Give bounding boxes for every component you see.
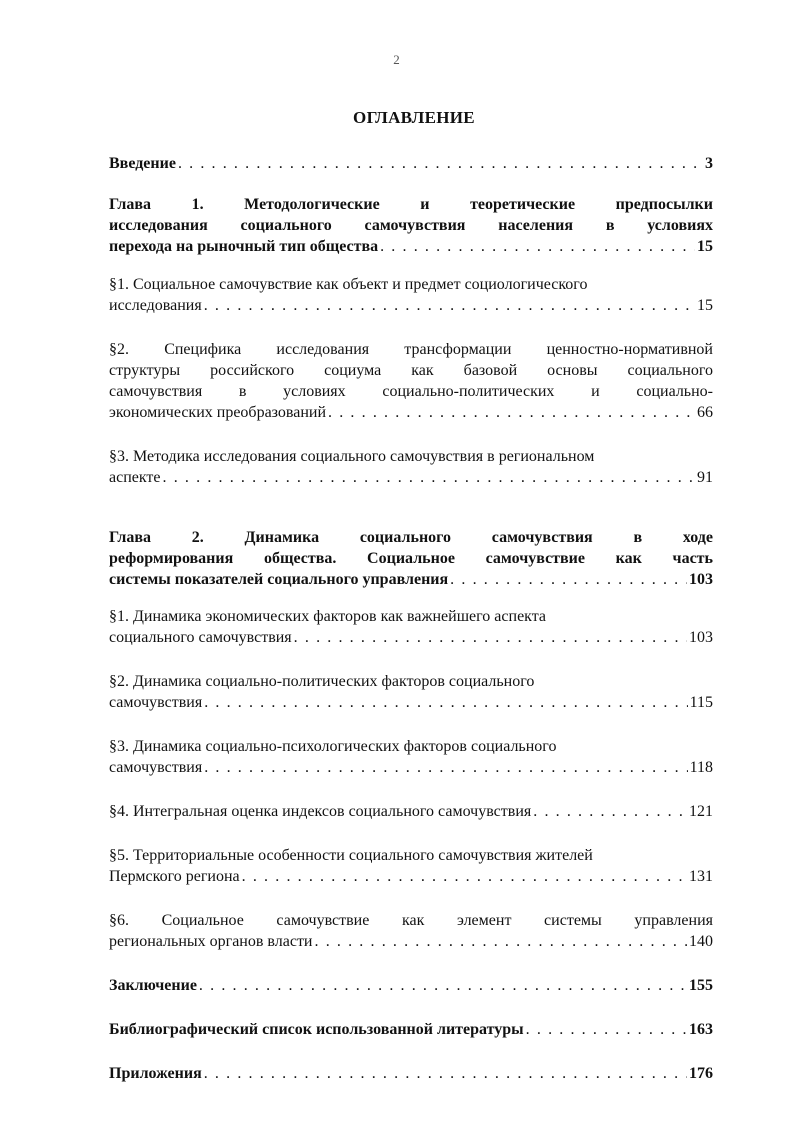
- dot-leader: [199, 975, 687, 996]
- entry-page: 121: [689, 803, 713, 820]
- entry-text: Пермского региона: [109, 868, 240, 885]
- entry-page: 140: [689, 933, 713, 950]
- dot-leader: [178, 153, 703, 174]
- toc-entry-chapter-2[interactable]: [109, 527, 713, 590]
- entry-text: перехода на рыночный тип общества: [109, 238, 379, 255]
- entry-page: 176: [689, 1065, 713, 1082]
- entry-page: 103: [689, 629, 713, 646]
- entry-line: §1. Динамика экономических факторов как важнейшего аспекта: [109, 608, 547, 625]
- entry-text: системы показателей социального управления: [109, 571, 449, 588]
- entry-line: §2. Специфика исследования трансформации ценностно-нормативной: [109, 341, 713, 358]
- entry-text: Введение: [109, 155, 176, 172]
- entry-page: 131: [689, 868, 713, 885]
- toc-entry-ch1-section-2[interactable]: [109, 339, 713, 423]
- entry-line: Глава 2. Динамика социального самочувствия в ходе: [109, 529, 713, 546]
- dot-leader: [204, 757, 687, 778]
- entry-page: 15: [697, 297, 713, 314]
- entry-line: §3. Динамика социально-психологических факторов социального: [109, 738, 557, 755]
- toc-entry-ch2-section-6[interactable]: [109, 910, 713, 952]
- toc-entry-ch1-section-3[interactable]: [109, 446, 713, 488]
- entry-page: 91: [697, 469, 713, 486]
- dot-leader: [450, 569, 687, 590]
- toc-entry-ch2-section-4[interactable]: [109, 801, 713, 822]
- entry-line: самочувствия в условиях социально-политических и социально-: [109, 383, 713, 400]
- entry-page: 103: [689, 571, 713, 588]
- dot-leader: [526, 1019, 687, 1040]
- entry-text: экономических преобразований: [109, 404, 327, 421]
- entry-line: §3. Методика исследования социального самочувствия в региональном: [109, 448, 595, 465]
- entry-line: исследования социального самочувствия населения в условиях: [109, 217, 713, 234]
- dot-leader: [315, 931, 688, 952]
- dot-leader: [533, 801, 687, 822]
- entry-page: 155: [689, 977, 713, 994]
- page-number: 2: [393, 52, 400, 67]
- toc-entry-intro[interactable]: [109, 153, 713, 174]
- toc-entry-chapter-1[interactable]: [109, 194, 713, 257]
- entry-page: 15: [697, 238, 713, 255]
- entry-line: §2. Динамика социально-политических факторов социального: [109, 673, 535, 690]
- entry-text: социального самочувствия: [109, 629, 292, 646]
- entry-line: §5. Территориальные особенности социального самочувствия жителей: [109, 847, 593, 864]
- entry-text: §4. Интегральная оценка индексов социального самочувствия: [109, 803, 532, 820]
- entry-page: 66: [697, 404, 713, 421]
- dot-leader: [204, 295, 695, 316]
- dot-leader: [204, 1063, 687, 1084]
- entry-line: реформирования общества. Социальное самочувствие как часть: [109, 550, 713, 567]
- entry-text: Библиографический список использованной литературы: [109, 1021, 524, 1038]
- entry-text: Приложения: [109, 1065, 202, 1082]
- dot-leader: [204, 692, 687, 713]
- entry-line: §6. Социальное самочувствие как элемент системы управления: [109, 912, 713, 929]
- entry-text: Заключение: [109, 977, 197, 994]
- dot-leader: [242, 866, 687, 887]
- entry-page: 3: [705, 155, 713, 172]
- toc-entry-ch2-section-1[interactable]: [109, 606, 713, 648]
- toc-entry-ch2-section-3[interactable]: [109, 736, 713, 778]
- entry-text: исследования: [109, 297, 202, 314]
- dot-leader: [328, 402, 695, 423]
- toc-entry-bibliography[interactable]: [109, 1019, 713, 1040]
- entry-line: структуры российского социума как базовой основы социального: [109, 362, 713, 379]
- toc-entry-appendix[interactable]: [109, 1063, 713, 1084]
- toc-entry-ch1-section-1[interactable]: [109, 274, 713, 316]
- entry-text: самочувствия: [109, 694, 203, 711]
- toc-entry-ch2-section-5[interactable]: [109, 845, 713, 887]
- dot-leader: [380, 236, 695, 257]
- entry-page: 163: [689, 1021, 713, 1038]
- entry-text: самочувствия: [109, 759, 203, 776]
- dot-leader: [163, 467, 695, 488]
- entry-page: 118: [689, 759, 713, 776]
- entry-page: 115: [689, 694, 713, 711]
- entry-line: Глава 1. Методологические и теоретические предпосылки: [109, 196, 713, 213]
- entry-text: аспекте: [109, 469, 161, 486]
- entry-line: §1. Социальное самочувствие как объект и предмет социологического: [109, 276, 588, 293]
- toc-entry-ch2-section-2[interactable]: [109, 671, 713, 713]
- toc-entry-conclusion[interactable]: [109, 975, 713, 996]
- dot-leader: [294, 627, 687, 648]
- entry-text: региональных органов власти: [109, 933, 313, 950]
- toc-title: ОГЛАВЛЕНИЕ: [353, 108, 475, 127]
